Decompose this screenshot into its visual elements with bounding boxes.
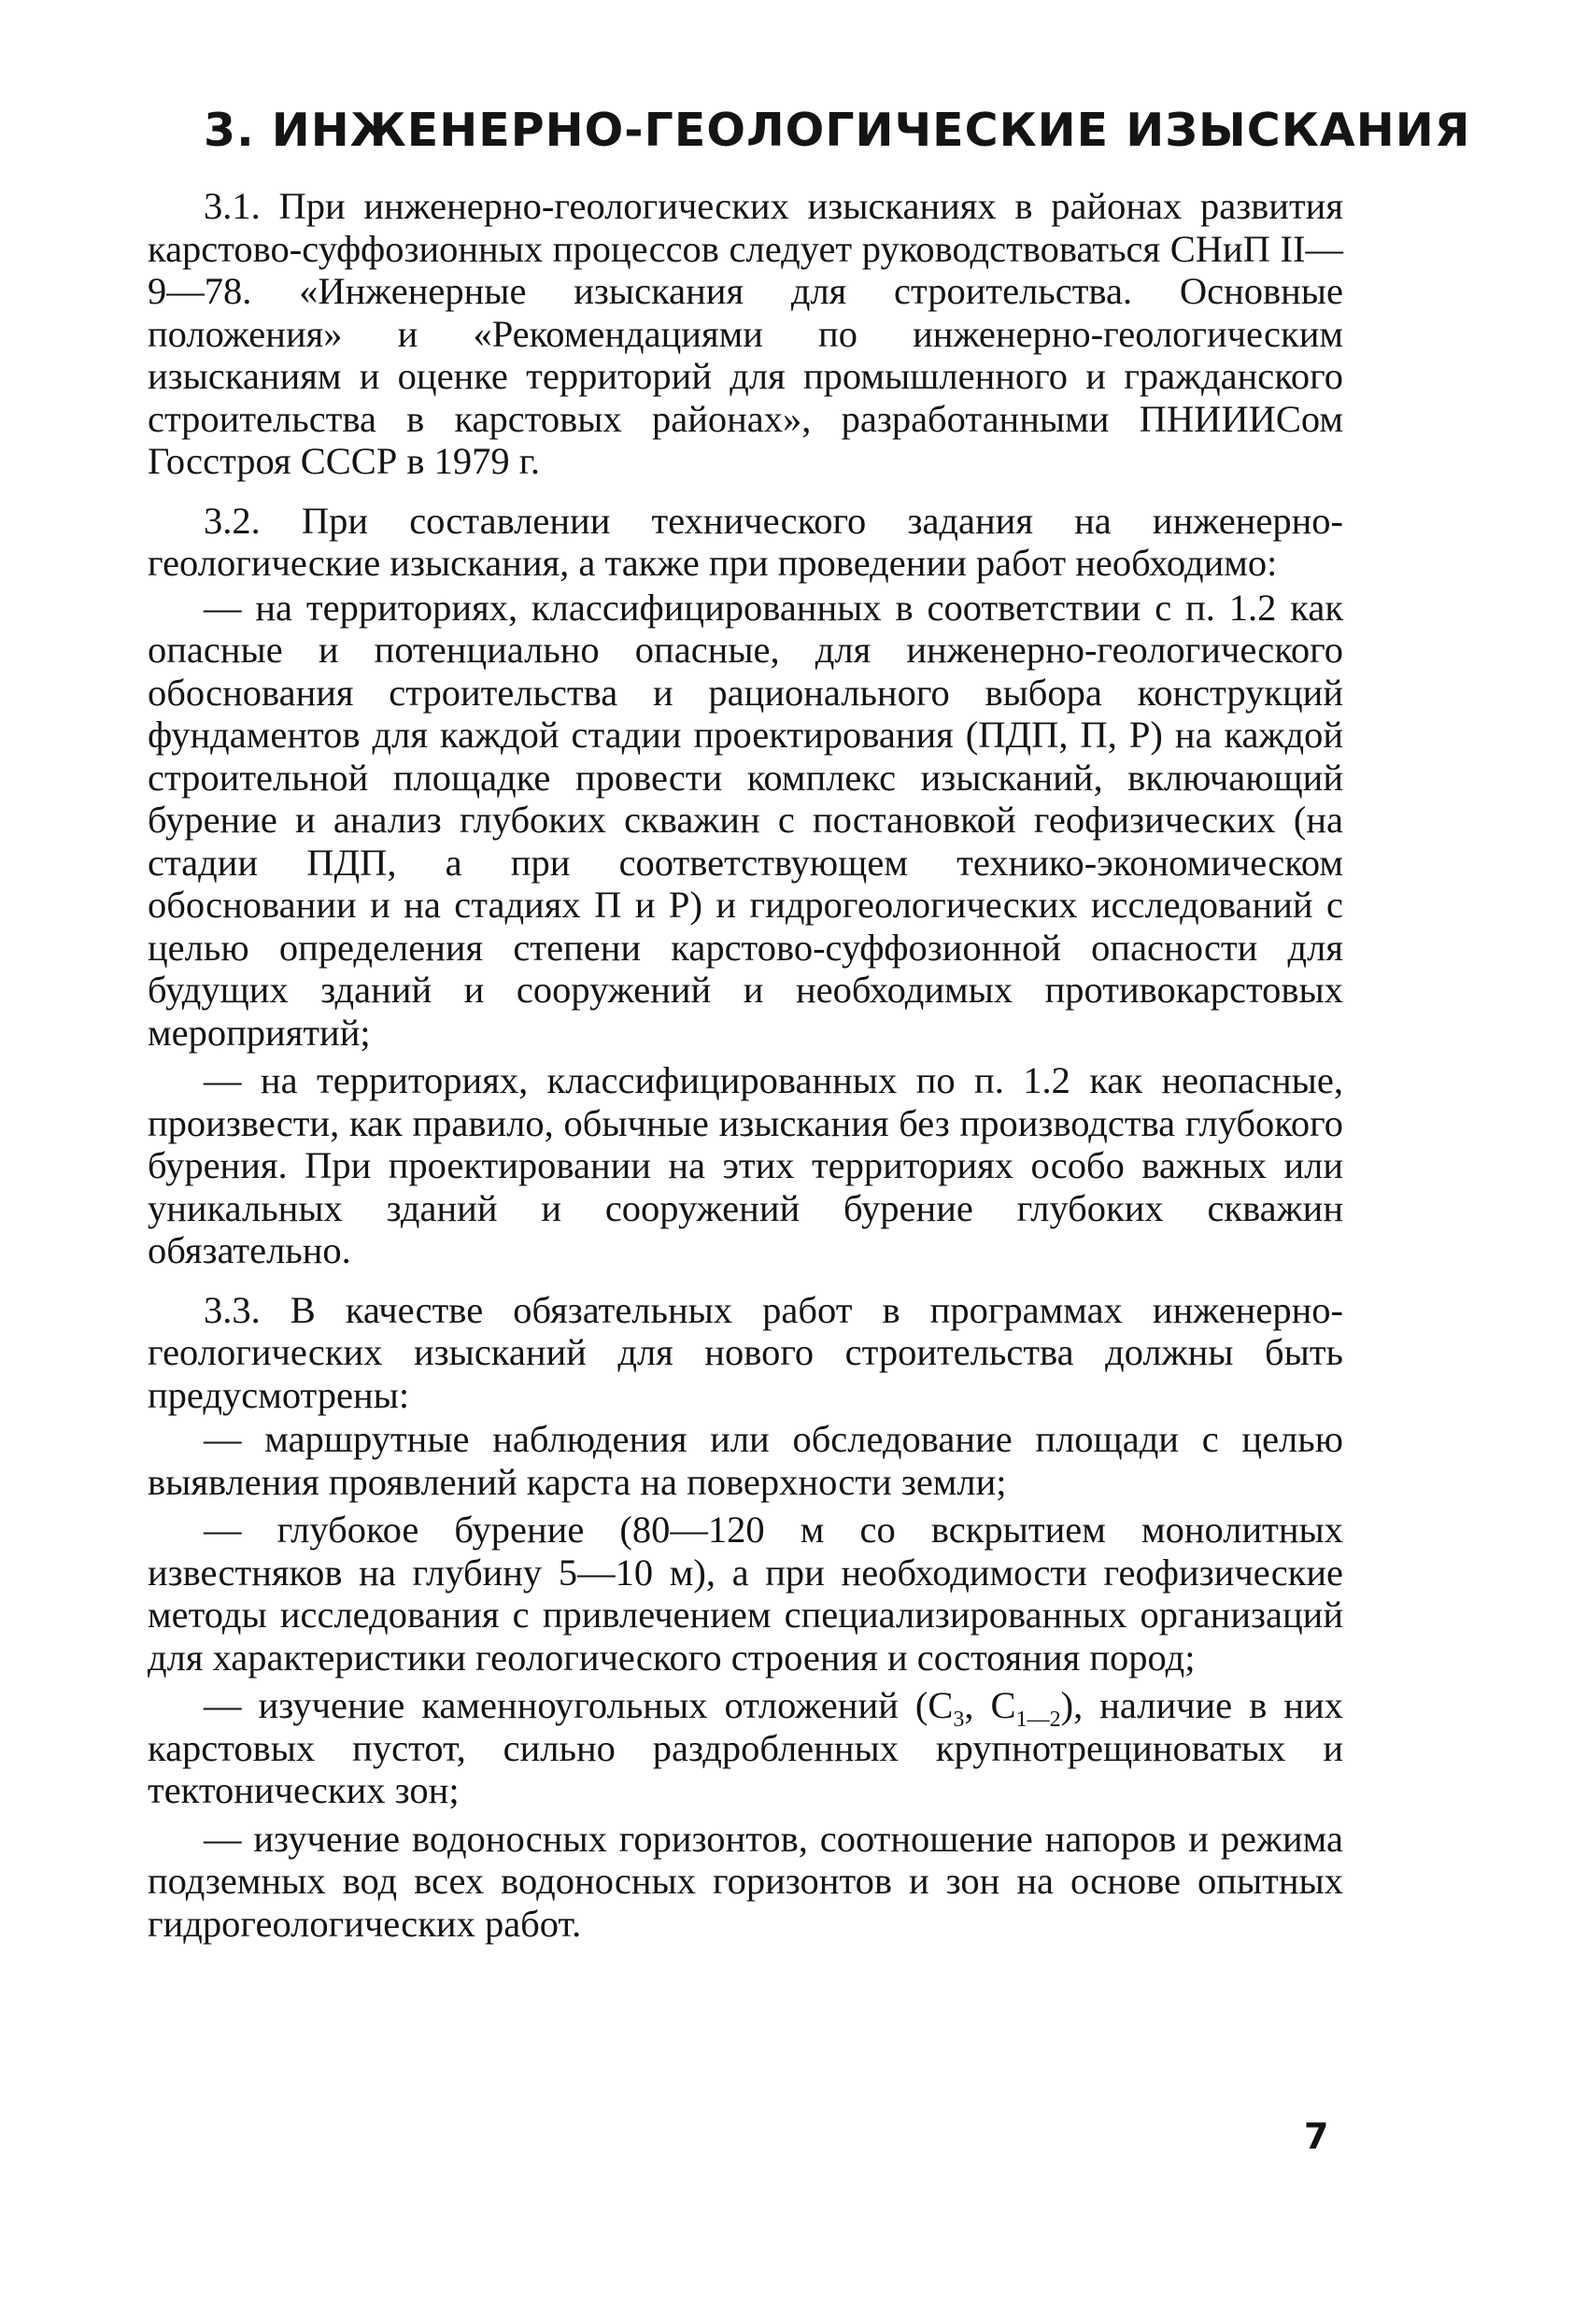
page-number: 7 [1304, 2116, 1329, 2157]
list-item: — маршрутные наблюдения или обследование площади с целью выявления проявлений карста на поверхности земли; [148, 1418, 1343, 1503]
list-item: — на территориях, классифицированных в соответствии с п. 1.2 как опасные и потенциально опасные, для инженерно-геологического обоснования строительства и рационального выбора конструкций фундаментов для каждой стадии проектирования (ПДП, П, Р) на каждой строительной площадке провести комплекс изысканий, включающий бурение и анализ глубоких скважин с постановкой геофизических (на стадии ПДП, а при соответствующем технико-экономическом обосновании и на стадиях П и Р) и гидрогеологических исследований с целью определения степени карстово-суффозионной опасности для будущих зданий и сооружений и необходимых противокарстовых мероприятий; [148, 586, 1343, 1054]
text-run: ), наличие в них карстовых пустот, сильно раздробленных крупнотрещиноватых и тектонических зон; [148, 1684, 1343, 1811]
subscript: 3 [953, 1708, 965, 1733]
list-item: — на территориях, классифицированных по п. 1.2 как неопасные, произвести, как правило, обычные изыскания без производства глубокого бурения. При проектировании на этих территориях особо важных или уникальных зданий и сооружений бурение глубоких скважин обязательно. [148, 1059, 1343, 1271]
list-item [148, 1684, 1343, 1812]
paragraph-3-1: 3.1. При инженерно-геологических изысканиях в районах развития карстово-суффозионных процессов следует руководствоваться СНиП II—9—78. «Инженерные изыскания для строительства. Основные положения» и «Рекомендациями по инженерно-геологическим изысканиям и оценке территорий для промышленного и гражданского строительства в карстовых районах», разработанными ПНИИИСом Госстроя СССР в 1979 г. [148, 185, 1343, 482]
text-run: — изучение каменноугольных отложений (С [204, 1684, 954, 1726]
text-run: , С [964, 1684, 1016, 1726]
paragraph-3-2: 3.2. При составлении технического задания на инженерно-геологические изыскания, а также при проведении работ необходимо: [148, 499, 1343, 584]
list-item: — глубокое бурение (80—120 м со вскрытием монолитных известняков на глубину 5—10 м), а при необходимости геофизические методы исследования с привлечением специализированных организаций для характеристики геологического строения и состояния пород; [148, 1509, 1343, 1679]
section-heading: 3. ИНЖЕНЕРНО-ГЕОЛОГИЧЕСКИЕ ИЗЫСКАНИЯ [204, 104, 1471, 157]
paragraph-3-3: 3.3. В качестве обязательных работ в программах инженерно-геологических изысканий для нового строительства должны быть предусмотрены: [148, 1288, 1343, 1416]
document-page [148, 103, 1471, 2251]
subscript: 1—2 [1015, 1708, 1061, 1733]
list-item: — изучение водоносных горизонтов, соотношение напоров и режима подземных вод всех водоносных горизонтов и зон на основе опытных гидрогеологических работ. [148, 1817, 1343, 1945]
